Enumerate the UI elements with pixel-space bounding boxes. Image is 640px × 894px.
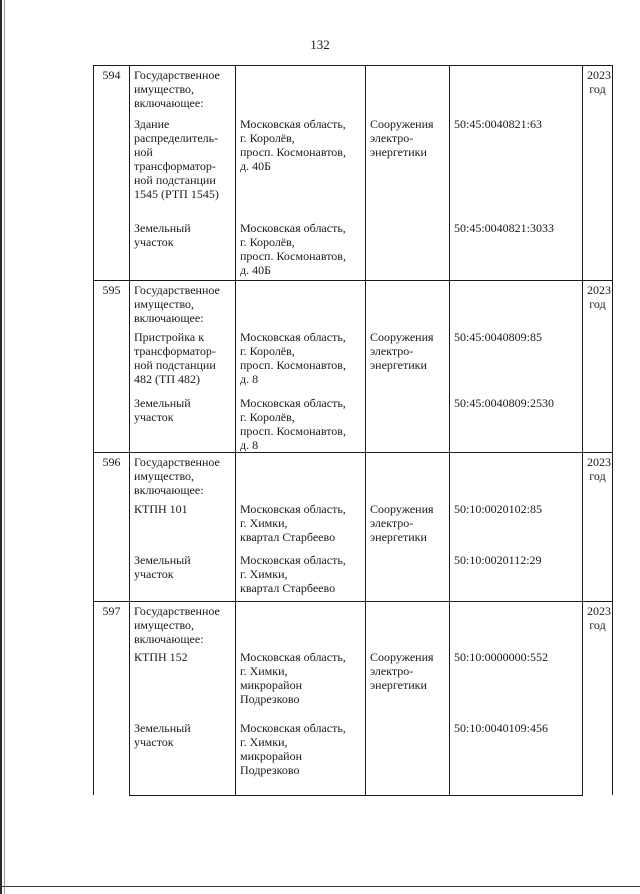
cadastral-number: 50:45:0040809:85 <box>450 328 583 394</box>
item-address-line: Московская область, <box>240 553 346 567</box>
item-name-line: участок <box>134 234 174 249</box>
item-name <box>130 219 236 281</box>
item-address-line: г. Королёв, <box>240 343 295 358</box>
item-address-line: Подрезково <box>240 763 300 777</box>
item-purpose <box>366 719 450 795</box>
item-address-line: г. Химки, <box>240 735 288 749</box>
item-address-line: Московская область, <box>240 721 346 735</box>
item-address-line: Московская область, <box>240 329 346 344</box>
item-address-line: просп. Космонавтов, <box>240 144 346 159</box>
item-address-line: г. Королёв, <box>240 234 295 249</box>
item-address-line: г. Химки, <box>240 664 288 678</box>
table-row <box>94 115 613 219</box>
item-address-line: просп. Космонавтов, <box>240 248 346 263</box>
item-address-line: Московская область, <box>240 502 346 516</box>
year-cell-line: год <box>589 82 606 96</box>
year-cell <box>583 601 613 795</box>
purpose-cell <box>366 601 450 648</box>
item-purpose-line: энергетики <box>370 530 427 544</box>
table-row <box>94 452 613 500</box>
item-address-line: д. 40Б <box>240 262 271 277</box>
item-name-line: ной подстанции <box>134 357 216 372</box>
cadastral-number: 50:45:0040809:2530 <box>450 394 583 453</box>
year-cell-line: 2023 <box>587 603 611 618</box>
item-address-line: Московская область, <box>240 116 346 131</box>
item-address-line: микрорайон <box>240 749 303 763</box>
entry-header-line: Государственное <box>134 283 220 297</box>
year-cell-line: 2023 <box>587 68 611 82</box>
entry-number: 594 <box>94 66 130 281</box>
entry-number: 597 <box>94 601 130 795</box>
scan-edge-left <box>0 0 2 894</box>
item-purpose <box>366 115 450 219</box>
item-name-line: трансформатор- <box>134 343 216 358</box>
item-name-line: Земельный <box>134 395 191 410</box>
entry-number: 595 <box>94 281 130 453</box>
registry-body <box>94 66 613 796</box>
item-name-line: ной подстанции <box>134 172 216 187</box>
address-cell <box>236 452 366 500</box>
item-name-line: Земельный <box>134 553 191 567</box>
item-address-line: д. 8 <box>240 371 259 386</box>
item-address <box>236 719 366 795</box>
item-address-line: Московская область, <box>240 395 346 410</box>
cadastral-number: 50:10:0040109:456 <box>450 719 583 795</box>
address-cell <box>236 601 366 648</box>
item-address <box>236 219 366 281</box>
cadastral-cell <box>450 66 583 115</box>
entry-header-line: имущество, <box>134 297 195 311</box>
item-name-line: ной <box>134 144 153 159</box>
item-purpose-line: Сооружения <box>370 116 434 131</box>
item-address-line: Московская область, <box>240 220 346 235</box>
item-name-line: участок <box>134 567 174 581</box>
table-row <box>94 551 613 601</box>
table-row <box>94 500 613 551</box>
item-address-line: просп. Космонавтов, <box>240 357 346 372</box>
entry-header <box>130 281 236 328</box>
entry-header-line: включающее: <box>134 96 204 110</box>
item-address-line: г. Королёв, <box>240 409 295 424</box>
item-name-line: распределитель- <box>134 130 219 145</box>
item-address <box>236 115 366 219</box>
year-cell <box>583 281 613 453</box>
cadastral-number: 50:45:0040821:63 <box>450 115 583 219</box>
item-purpose <box>366 648 450 719</box>
year-cell <box>583 452 613 601</box>
entry-header-line: включающее: <box>134 482 204 497</box>
purpose-cell <box>366 281 450 328</box>
item-name <box>130 648 236 719</box>
item-name-line: Земельный <box>134 220 191 235</box>
item-purpose-line: энергетики <box>370 357 427 372</box>
item-purpose <box>366 500 450 551</box>
cadastral-cell <box>450 281 583 328</box>
item-name-line: трансформатор- <box>134 158 216 173</box>
item-purpose-line: электро- <box>370 664 414 678</box>
item-name <box>130 551 236 601</box>
item-name <box>130 719 236 795</box>
purpose-cell <box>366 66 450 115</box>
cadastral-cell <box>450 601 583 648</box>
entry-header-line: имущество, <box>134 82 195 96</box>
scan-edge-left-inner <box>4 0 5 894</box>
item-name-line: Здание <box>134 116 170 131</box>
table-row <box>94 719 613 795</box>
table-row <box>94 219 613 281</box>
item-purpose <box>366 219 450 281</box>
item-address-line: д. 8 <box>240 437 259 452</box>
table-row <box>94 328 613 394</box>
entry-header-line: имущество, <box>134 617 195 632</box>
item-address <box>236 648 366 719</box>
item-name-line: 1545 (РТП 1545) <box>134 186 219 201</box>
item-address-line: г. Химки, <box>240 516 288 530</box>
item-name <box>130 394 236 453</box>
item-address-line: Московская область, <box>240 650 346 664</box>
year-cell-line: 2023 <box>587 283 611 297</box>
table-row <box>94 66 613 115</box>
item-name-line: Пристройка к <box>134 329 205 344</box>
item-address-line: просп. Космонавтов, <box>240 423 346 438</box>
scan-edge-bottom <box>0 886 640 887</box>
item-purpose-line: электро- <box>370 130 414 145</box>
item-name <box>130 328 236 394</box>
item-name <box>130 115 236 219</box>
entry-header-line: включающее: <box>134 311 204 325</box>
item-name-line: участок <box>134 735 174 749</box>
entry-header <box>130 452 236 500</box>
cadastral-number: 50:45:0040821:3033 <box>450 219 583 281</box>
entry-header-line: включающее: <box>134 631 204 646</box>
page-number: 132 <box>310 37 330 52</box>
entry-header-line: имущество, <box>134 468 195 483</box>
item-name-line: КТПН 152 <box>134 650 188 664</box>
cadastral-number: 50:10:0020102:85 <box>450 500 583 551</box>
cadastral-number: 50:10:0020112:29 <box>450 551 583 601</box>
item-address-line: микрорайон <box>240 678 303 692</box>
entry-header-line: Государственное <box>134 603 220 618</box>
entry-number: 596 <box>94 452 130 601</box>
item-purpose-line: Сооружения <box>370 502 434 516</box>
item-address <box>236 551 366 601</box>
item-purpose-line: электро- <box>370 343 414 358</box>
item-purpose-line: энергетики <box>370 144 427 159</box>
item-address-line: Подрезково <box>240 692 300 706</box>
item-purpose-line: электро- <box>370 516 414 530</box>
item-purpose-line: энергетики <box>370 678 427 692</box>
entry-header <box>130 66 236 115</box>
table-row <box>94 601 613 648</box>
entry-header-line: Государственное <box>134 454 220 469</box>
item-name-line: участок <box>134 409 174 424</box>
year-cell-line: год <box>589 468 606 483</box>
cadastral-cell <box>450 452 583 500</box>
item-address-line: г. Королёв, <box>240 130 295 145</box>
item-purpose-line: Сооружения <box>370 329 434 344</box>
item-address-line: д. 40Б <box>240 158 271 173</box>
table-row <box>94 648 613 719</box>
item-name-line: КТПН 101 <box>134 502 188 516</box>
item-address <box>236 394 366 453</box>
address-cell <box>236 66 366 115</box>
entry-header <box>130 601 236 648</box>
entry-header-line: Государственное <box>134 68 220 82</box>
property-registry-table <box>93 65 613 796</box>
item-address <box>236 500 366 551</box>
year-cell-line: год <box>589 617 606 632</box>
item-name-line: Земельный <box>134 721 191 735</box>
item-purpose-line: Сооружения <box>370 650 434 664</box>
table-row <box>94 281 613 328</box>
address-cell <box>236 281 366 328</box>
item-address <box>236 328 366 394</box>
year-cell-line: год <box>589 297 606 311</box>
item-address-line: г. Химки, <box>240 567 288 581</box>
year-cell-line: 2023 <box>587 454 611 469</box>
item-address-line: квартал Старбеево <box>240 581 336 595</box>
item-name-line: 482 (ТП 482) <box>134 371 200 386</box>
item-purpose <box>366 394 450 453</box>
item-address-line: квартал Старбеево <box>240 530 336 544</box>
item-purpose <box>366 551 450 601</box>
item-purpose <box>366 328 450 394</box>
cadastral-number: 50:10:0000000:552 <box>450 648 583 719</box>
table-row <box>94 394 613 453</box>
item-name <box>130 500 236 551</box>
year-cell <box>583 66 613 281</box>
purpose-cell <box>366 452 450 500</box>
